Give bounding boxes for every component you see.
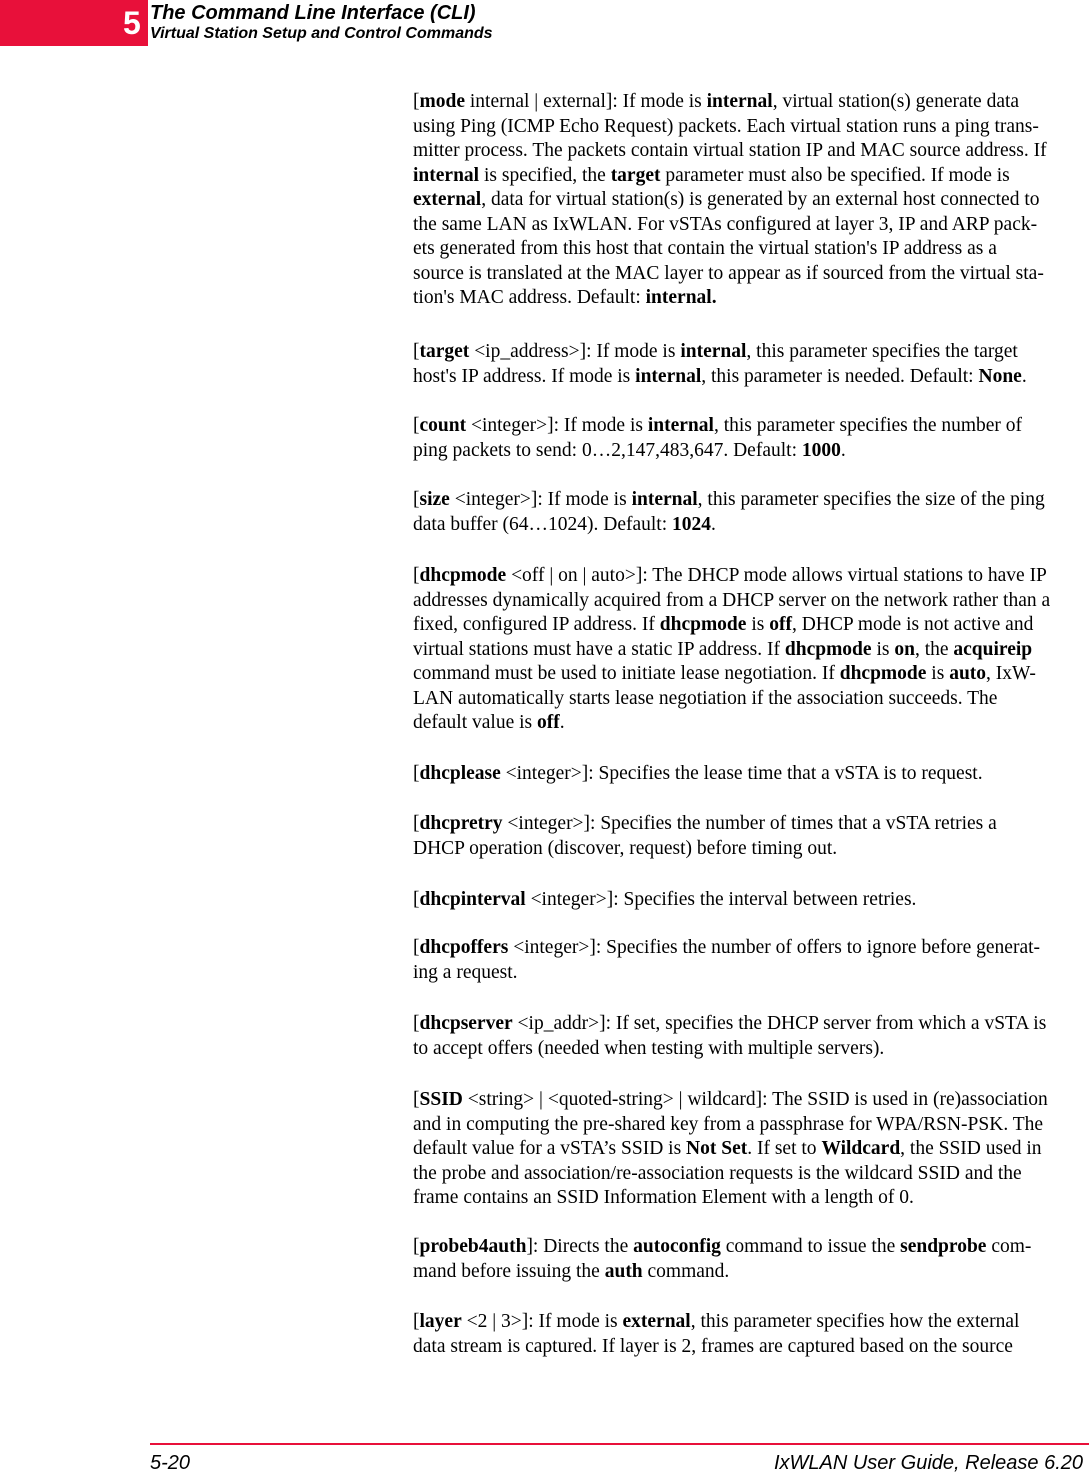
text-run: [ bbox=[413, 341, 420, 362]
text-run: [ bbox=[413, 91, 420, 112]
bold-term: count bbox=[419, 415, 467, 436]
bold-term: target bbox=[419, 341, 470, 362]
parameter-paragraph bbox=[413, 1012, 1046, 1061]
bold-term: external bbox=[622, 1311, 691, 1332]
text-run: , this parameter is needed. Default: bbox=[701, 365, 979, 387]
bold-term: SSID bbox=[419, 1089, 463, 1110]
bold-term: Wildcard bbox=[821, 1138, 901, 1159]
bold-term: layer bbox=[419, 1311, 462, 1332]
bold-term: internal bbox=[635, 365, 702, 387]
text-run: <integer>]: Specifies the lease time that a vSTA is to request. bbox=[500, 763, 983, 784]
text-run: internal | external]: If mode is bbox=[465, 91, 707, 112]
bold-term: 1000 bbox=[801, 439, 841, 461]
parameter-paragraph bbox=[413, 1235, 1031, 1284]
text-run: <ip_address>]: If mode is bbox=[469, 341, 681, 362]
text-run: <integer>]: Specifies the number of times that a vSTA retries a DHCP operation (discover, request) before timing out. bbox=[413, 813, 997, 859]
parameter-paragraph bbox=[413, 812, 997, 861]
bold-term: dhcpmode bbox=[784, 638, 872, 660]
text-run: <integer>]: If mode is bbox=[449, 489, 632, 510]
text-run: <integer>]: If mode is bbox=[466, 415, 648, 436]
parameter-paragraph bbox=[413, 90, 1047, 311]
text-run: , virtual station(s) generate data using Ping (ICMP Echo Request) packets. Each virtual station runs a ping trans- mitter process. The packets contain virtual station IP and MAC source address. If bbox=[413, 91, 1047, 161]
text-run: [ bbox=[413, 763, 420, 784]
text-run: [ bbox=[413, 813, 420, 834]
bold-term: None bbox=[978, 365, 1022, 387]
bold-term: autoconfig bbox=[633, 1236, 721, 1257]
bold-term: off bbox=[769, 614, 792, 635]
text-run: is bbox=[746, 614, 770, 635]
text-run: com- mand before issuing the bbox=[413, 1236, 1032, 1282]
bold-term: off bbox=[537, 712, 560, 733]
text-run: [ bbox=[413, 1236, 420, 1257]
bold-term: dhcpmode bbox=[419, 565, 507, 586]
text-run: ]: Directs the bbox=[526, 1236, 634, 1257]
text-run: [ bbox=[413, 1311, 420, 1332]
bold-term: target bbox=[610, 164, 661, 186]
text-run: [ bbox=[413, 937, 420, 958]
section-subtitle: Virtual Station Setup and Control Commands bbox=[150, 25, 493, 42]
page-number: 5-20 bbox=[150, 1452, 191, 1474]
bold-term: internal bbox=[631, 489, 698, 510]
text-run: . bbox=[840, 439, 846, 461]
text-run: is bbox=[871, 638, 895, 660]
text-run: <string> | <quoted-string> | wildcard]: The SSID is used in (re)association and in computing the pre-shared key from a passphrase for WPA/RSN-PSK. The default value for a vSTA’s SSID is bbox=[413, 1089, 1048, 1159]
bold-term: acquireip bbox=[953, 638, 1033, 660]
text-run: is bbox=[926, 663, 950, 684]
text-run: <integer>]: Specifies the number of offers to ignore before generat- ing a request. bbox=[413, 937, 1041, 983]
bold-term: internal bbox=[647, 415, 714, 436]
footer-divider bbox=[150, 1443, 1089, 1445]
text-run: , this parameter specifies the target host's IP address. If mode is bbox=[413, 341, 1018, 387]
bold-term: auto bbox=[949, 663, 987, 684]
parameter-paragraph bbox=[413, 1088, 1048, 1211]
text-run: <integer>]: Specifies the interval between retries. bbox=[525, 889, 917, 910]
bold-term: dhcpoffers bbox=[419, 937, 509, 958]
text-run: [ bbox=[413, 889, 420, 910]
text-run: , the SSID used in the probe and association/re-association requests is the wildcard SSID and the frame contains an SSID Information Element with a length of 0. bbox=[413, 1138, 1042, 1208]
text-run: , IxW- LAN automatically starts lease negotiation if the association succeeds. The default value is bbox=[413, 663, 1036, 733]
text-run: <ip_addr>]: If set, specifies the DHCP server from which a vSTA is to accept offers (needed when testing with multiple servers). bbox=[413, 1013, 1047, 1059]
text-run: . bbox=[711, 513, 716, 535]
bold-term: size bbox=[419, 489, 450, 510]
text-run: [ bbox=[413, 489, 420, 510]
text-run: , the bbox=[914, 638, 954, 660]
text-run: [ bbox=[413, 565, 420, 586]
text-run: <off | on | auto>]: The DHCP mode allows virtual stations to have IP addresses dynamically acquired from a DHCP server on the network rather than a fixed, configured IP address. If bbox=[413, 565, 1051, 635]
bold-term: mode bbox=[419, 91, 465, 112]
text-run: , this parameter specifies the number of ping packets to send: 0…2,147,483,647. Default: bbox=[413, 415, 1023, 461]
parameter-paragraph bbox=[413, 414, 1022, 463]
chapter-title: The Command Line Interface (CLI) bbox=[150, 2, 476, 24]
text-run: , this parameter specifies the size of the ping data buffer (64…1024). Default: bbox=[413, 489, 1045, 535]
bold-term: dhcpmode bbox=[839, 663, 927, 684]
bold-term: sendprobe bbox=[900, 1236, 987, 1257]
chapter-number: 5 bbox=[123, 5, 141, 41]
text-run: . bbox=[1021, 365, 1027, 387]
parameter-paragraph bbox=[413, 488, 1045, 537]
bold-term: internal bbox=[680, 341, 747, 362]
text-run: , DHCP mode is not active and virtual stations must have a static IP address. If bbox=[413, 614, 1034, 660]
bold-term: 1024 bbox=[672, 513, 712, 535]
parameter-paragraph bbox=[413, 340, 1027, 389]
text-run: parameter must also be specified. If mode is bbox=[665, 164, 1010, 186]
bold-term: probeb4auth bbox=[419, 1236, 527, 1257]
bold-term: on bbox=[894, 638, 915, 660]
bold-term: auth bbox=[604, 1260, 643, 1282]
bold-term: internal bbox=[706, 91, 773, 112]
parameter-paragraph bbox=[413, 564, 1050, 736]
text-run: command. bbox=[642, 1260, 730, 1282]
bold-term: Not Set bbox=[686, 1138, 748, 1159]
text-run: , data for virtual station(s) is generated by an external host connected to the same LAN as IxWLAN. For vSTAs configured at layer 3, IP and ARP pack- ets generated from this host that contain the virtual station's IP address as a source is translated at the MAC layer to appear as if sourced from the virtual sta- tion's MAC address. Default: bbox=[413, 189, 1044, 308]
bold-term: external bbox=[413, 189, 482, 210]
parameter-paragraph bbox=[413, 762, 983, 787]
parameter-paragraph bbox=[413, 888, 916, 913]
text-run: [ bbox=[413, 415, 420, 436]
text-run: . bbox=[559, 712, 565, 733]
text-run: <2 | 3>]: If mode is bbox=[461, 1311, 623, 1332]
bold-term: dhcpserver bbox=[419, 1013, 513, 1034]
bold-term: internal bbox=[413, 164, 480, 186]
bold-term: dhcpretry bbox=[419, 813, 503, 834]
bold-term: dhcpmode bbox=[659, 614, 747, 635]
parameter-paragraph bbox=[413, 936, 1040, 985]
text-run: is specified, the bbox=[479, 164, 611, 186]
text-run: . If set to bbox=[747, 1138, 822, 1159]
text-run: [ bbox=[413, 1089, 420, 1110]
bold-term: internal. bbox=[645, 287, 717, 308]
document-title: IxWLAN User Guide, Release 6.20 bbox=[773, 1452, 1083, 1474]
text-run: , this parameter specifies how the external data stream is captured. If layer is 2, frames are captured based on the source bbox=[413, 1311, 1020, 1357]
text-run: [ bbox=[413, 1013, 420, 1034]
text-run: command to issue the bbox=[720, 1236, 901, 1257]
bold-term: dhcpinterval bbox=[419, 889, 526, 910]
bold-term: dhcplease bbox=[419, 763, 501, 784]
parameter-paragraph bbox=[413, 1310, 1019, 1359]
text-run: command must be used to initiate lease negotiation. If bbox=[413, 663, 835, 684]
